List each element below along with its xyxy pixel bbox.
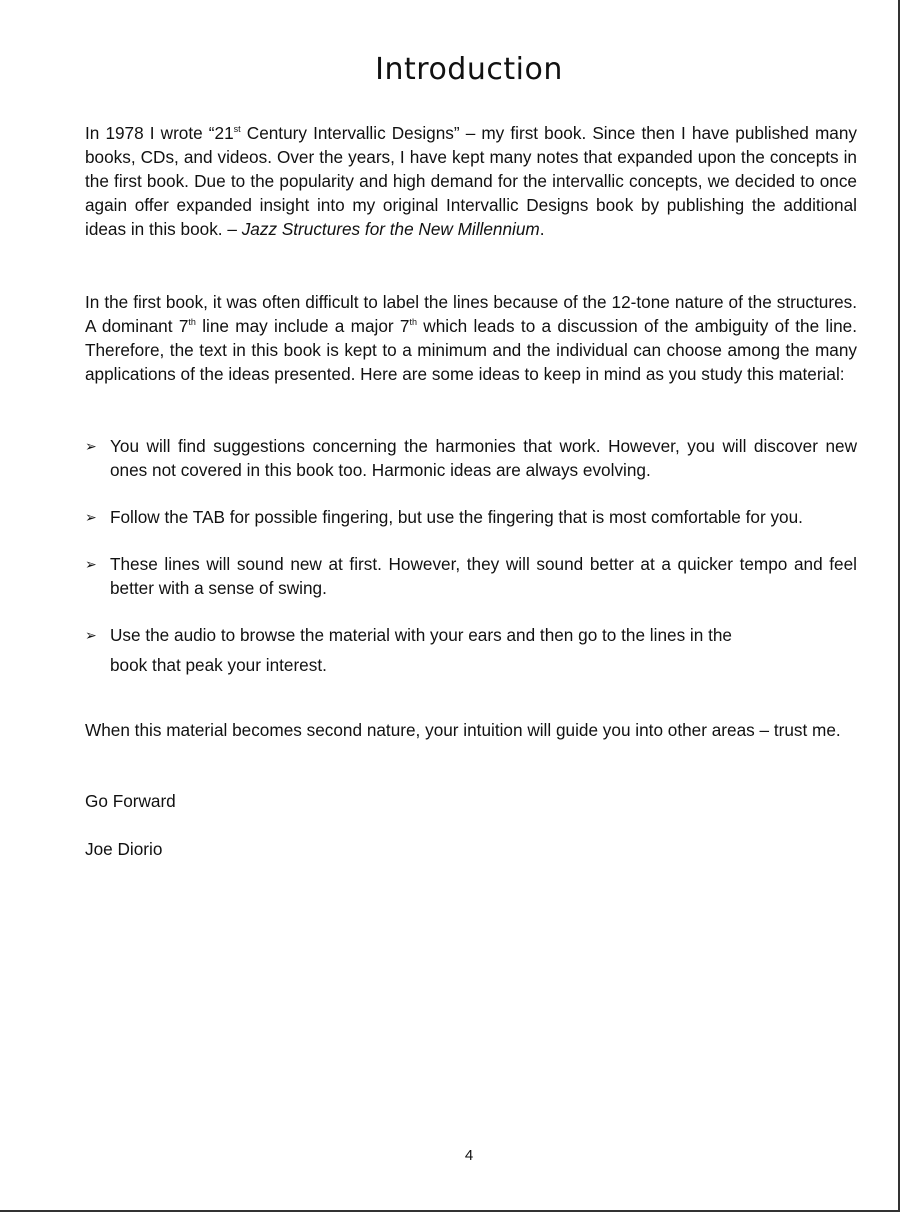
list-item-text-line-1: Use the audio to browse the material with your ears and then go to the lines in the <box>110 625 732 645</box>
arrow-bullet-icon: ➢ <box>85 556 97 572</box>
para1-text-b: Century Intervallic Designs” – my first book. Since then I have published many books, CDs, and videos. Over the years, I have kept many notes that expanded upon the concepts in the first book. Due to the popularity and high demand for the intervallic concepts, we decided to once again offer expanded insight into my original Intervallic Designs book by publishing the additional ideas in this book. – <box>85 123 857 239</box>
list-item <box>85 434 857 482</box>
list-item-text: Follow the TAB for possible fingering, but use the fingering that is most comfortable for you. <box>110 507 803 527</box>
para2-text-b: line may include a major 7 <box>195 316 410 336</box>
list-item <box>85 623 857 677</box>
page-title: Introduction <box>375 52 563 87</box>
para2-text-a: In the first book, it was often difficult to label the lines because of the 12-tone nature of the structures. A dominant 7 <box>85 292 857 336</box>
list-item-text-line-2: book that peak your interest. <box>110 655 327 675</box>
list-item-text: You will find suggestions concerning the harmonies that work. However, you will discover new ones not covered in this book too. Harmonic ideas are always evolving. <box>110 436 857 480</box>
para1-text-end: . <box>539 219 545 239</box>
list-item <box>85 505 857 529</box>
intro-paragraph-1 <box>85 121 857 241</box>
list-item-text: These lines will sound new at first. However, they will sound better at a quicker tempo and feel better with a sense of swing. <box>110 554 857 598</box>
arrow-bullet-icon: ➢ <box>85 627 97 643</box>
para1-text-a: In 1978 I wrote “21 <box>85 123 234 143</box>
closing-paragraph: When this material becomes second nature, your intuition will guide you into other areas – trust me. <box>85 720 841 740</box>
para1-superscript: st <box>233 124 241 134</box>
para2-text-c: which leads to a discussion of the ambiguity of the line. Therefore, the text in this book is kept to a minimum and the individual can choose among the many applications of the ideas presented. Here are some ideas to keep in mind as you study this material: <box>85 316 857 384</box>
arrow-bullet-icon: ➢ <box>85 509 97 525</box>
page-number: 4 <box>464 1147 474 1164</box>
book-title-italic: Jazz Structures for the New Millennium <box>241 219 540 239</box>
signoff-text: Go Forward <box>85 791 176 811</box>
author-name: Joe Diorio <box>85 839 163 859</box>
arrow-bullet-icon: ➢ <box>85 438 97 454</box>
list-item <box>85 552 857 600</box>
intro-paragraph-2 <box>85 290 857 386</box>
tips-list <box>85 434 857 700</box>
para2-superscript-1: th <box>188 317 196 327</box>
para2-superscript-2: th <box>409 317 417 327</box>
